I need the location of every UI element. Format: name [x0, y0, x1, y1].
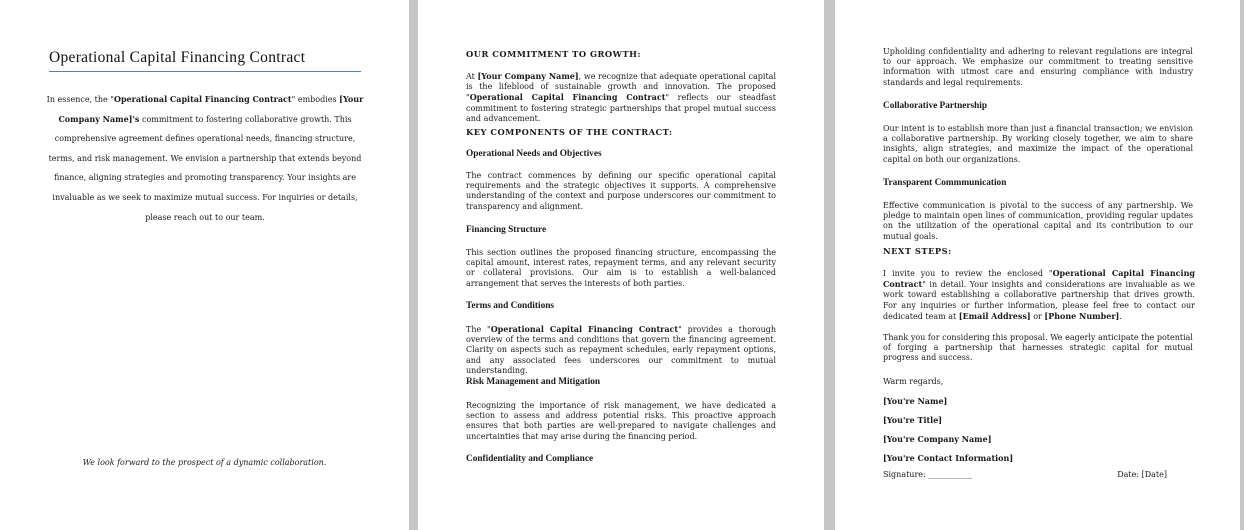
document-title: Operational Capital Financing Contract — [49, 49, 306, 66]
collab-paragraph: Our intent is to establish more than just a financial transaction; we envision a collaborative partnership. By working closely together, we aim to share insights, align strategies, and maximize the impact of the operational capital on both our organizations. — [883, 124, 1193, 164]
key-components-heading: KEY COMPONENTS OF THE CONTRACT: — [466, 127, 673, 137]
next-text-1: I invite you to review the enclosed " — [883, 269, 1053, 278]
thanks-paragraph: Thank you for considering this proposal. We eagerly anticipate the potential of forging a partnership that harnesses strategic capital for mutual progress and success. — [883, 333, 1193, 363]
closing-line: We look forward to the prospect of a dynamic collaboration. — [82, 458, 327, 467]
risk-paragraph: Recognizing the importance of risk management, we have dedicated a section to assess and address potential risks. This proactive approach ensures that both parties are well-prepared to navigate challenges and uncertainties that may arise during the financing period. — [466, 401, 776, 441]
terms-paragraph — [466, 324, 776, 376]
terms-bold-1: Operational Capital Financing Contract — [490, 324, 679, 334]
page-3 — [835, 0, 1240, 530]
terms-text-2: " provides a thorough overview of the terms and conditions that govern the financing agreement. Clarity on aspects such as repayment schedules, early repayment options, and any associated fees underscores our commitment to mutual understanding. — [466, 325, 776, 375]
confidentiality-paragraph: Upholding confidentiality and adhering to relevant regulations are integral to our approach. We emphasize our commitment to treating sensitive information with utmost care and ensuring compliance with industry standards and legal requirements. — [883, 47, 1193, 87]
confidentiality-heading: Confidentiality and Compliance — [466, 454, 594, 464]
next-text-2: " in detail. Your insights and considerations are invaluable as we work toward establishing a collaborative partnership that drives growth. For any inquiries or further information, please feel free to contact our dedicated team at — [883, 280, 1195, 321]
intro-text-2: " embodies — [291, 95, 340, 104]
commitment-text-1: At — [466, 72, 478, 81]
collab-heading: Collaborative Partnership — [883, 101, 988, 111]
page-2 — [418, 0, 824, 530]
warm-regards: Warm regards, — [883, 377, 944, 386]
intro-text-3: commitment to fostering collaborative growth. This comprehensive agreement defines operational needs, financing structure, terms, and risk management. We envision a partnership that extends beyond finance, aligning strategies and promoting transparency. Your insights are invaluable as we seek to maximize mutual success. For inquiries or details, please reach out to our team. — [48, 114, 362, 222]
next-text-4: . — [1119, 311, 1122, 321]
next-steps-paragraph — [883, 268, 1195, 322]
financing-heading: Financing Structure — [466, 225, 547, 235]
email-placeholder: [Email Address] — [958, 310, 1031, 321]
intro-bold-2: [Your Company Name]'s — [58, 94, 364, 124]
intro-text-1: In essence, the " — [46, 95, 114, 104]
next-text-3: or — [1030, 311, 1045, 321]
sender-company: [You're Company Name] — [883, 434, 992, 444]
sender-contact: [You're Contact Information] — [883, 453, 1014, 463]
title-underline — [49, 71, 361, 72]
next-bold-1: Operational Capital Financing Contract — [883, 268, 1196, 290]
financing-paragraph: This section outlines the proposed financing structure, encompassing the capital amount, interest rates, repayment terms, and any relevant security or collateral provisions. Our aim is to establish a well-balanced arrangement that serves the interests of both parties. — [466, 248, 776, 288]
commitment-heading: OUR COMMITMENT TO GROWTH: — [466, 49, 642, 59]
intro-bold-1: Operational Capital Financing Contract — [113, 94, 292, 104]
transparent-heading: Transparent Commmunication — [883, 178, 1007, 188]
signature-row — [883, 470, 1167, 480]
sender-title: [You're Title] — [883, 415, 943, 425]
commitment-paragraph — [466, 71, 776, 124]
commitment-text-3: " reflects our steadfast commitment to fostering strategic partnerships that propel mutual success and advancement. — [466, 93, 776, 123]
sender-name: [You're Name] — [883, 396, 948, 406]
date-field: Date: [Date] — [1117, 470, 1167, 479]
operational-paragraph: The contract commences by defining our specific operational capital requirements and the strategic objectives it supports. A comprehensive understanding of the context and purpose underscores our commitment to transparency and alignment. — [466, 171, 776, 211]
operational-heading: Operational Needs and Objectives — [466, 149, 602, 159]
phone-placeholder: [Phone Number] — [1044, 310, 1120, 321]
signature-field: Signature: ___________ — [883, 470, 973, 479]
next-steps-heading: NEXT STEPS: — [883, 246, 952, 256]
commitment-bold-2: Operational Capital Financing Contract — [469, 92, 666, 103]
terms-heading: Terms and Conditions — [466, 301, 555, 311]
transparent-paragraph: Effective communication is pivotal to the success of any partnership. We pledge to maintain open lines of communication, providing regular updates on the utilization of the operational capital and its contribution to our mutual goals. — [883, 201, 1193, 241]
page-1 — [0, 0, 409, 530]
risk-heading: Risk Management and Mitigation — [466, 377, 601, 387]
intro-paragraph — [46, 90, 364, 227]
terms-text-1: The " — [466, 325, 491, 334]
commitment-text-2: , we recognize that adequate operational capital is the lifeblood of sustainable growth and innovation. The proposed " — [466, 72, 777, 103]
commitment-bold-1: [Your Company Name] — [477, 71, 579, 81]
